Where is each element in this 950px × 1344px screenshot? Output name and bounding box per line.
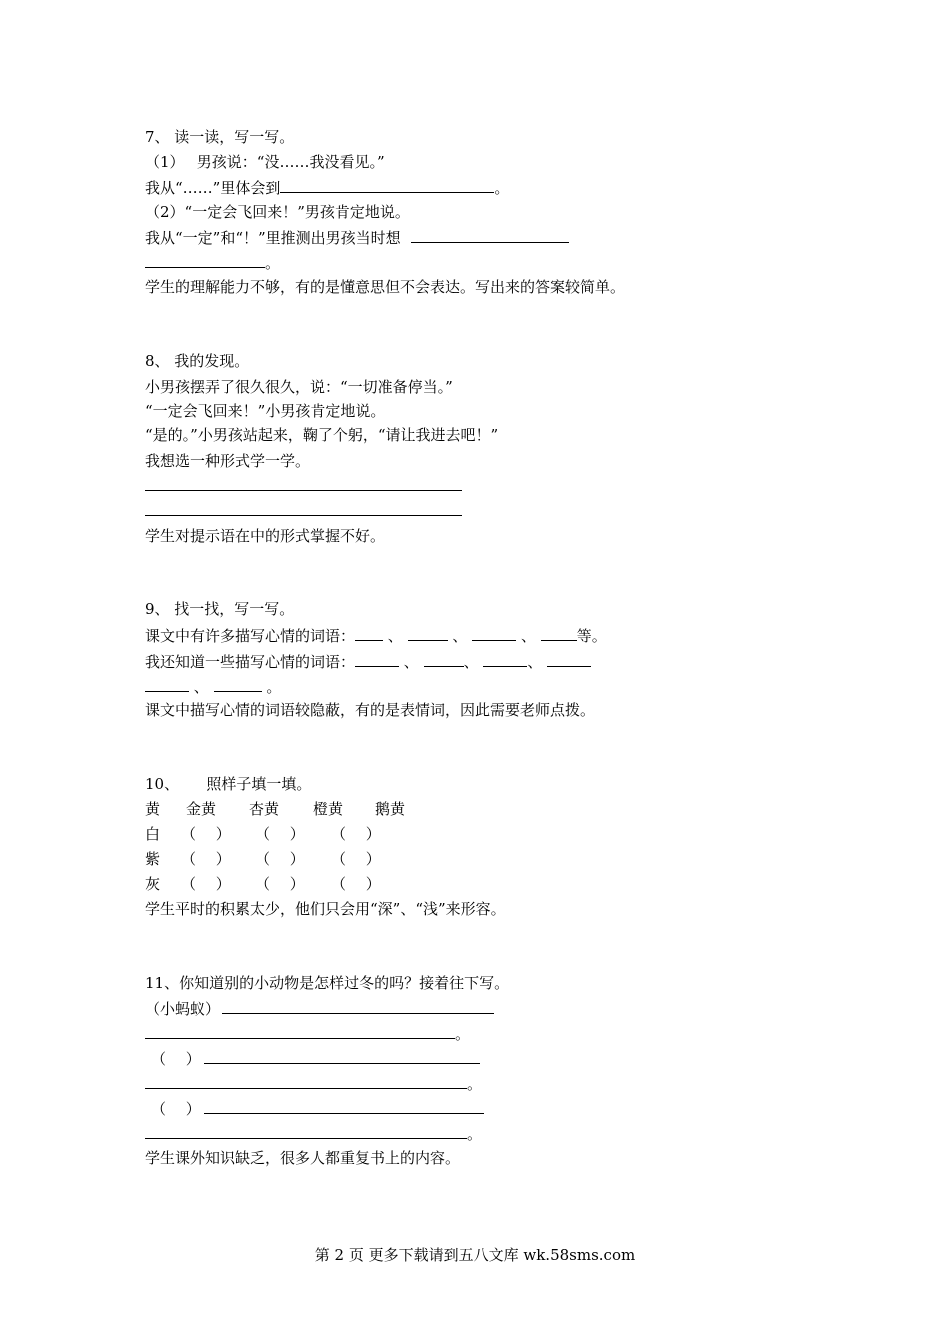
q10-bracket-blank[interactable]: （ ） <box>331 850 381 868</box>
q7-fill2-cont <box>145 252 280 273</box>
q7-answer-blank-2[interactable] <box>411 227 569 243</box>
q7-answer-blank-1[interactable] <box>280 177 494 193</box>
q9-blank[interactable] <box>483 651 527 667</box>
q9-end-1: 等。 <box>576 627 607 645</box>
q7-fill1-prompt: 我从“……”里体会到 <box>145 179 281 197</box>
q9-sep: 、 <box>452 627 468 645</box>
q7-note: 学生的理解能力不够，有的是懂意思但不会表达。写出来的答案较简单。 <box>145 278 626 296</box>
q9-note: 课文中描写心情的词语较隐蔽，有的是表情词，因此需要老师点拨。 <box>145 701 596 719</box>
q11-note: 学生课外知识缺乏，很多人都重复书上的内容。 <box>145 1149 461 1167</box>
q10-example-word: 橙黄 <box>313 800 344 818</box>
q8-line1: 小男孩摆弄了很久很久，说：“一切准备停当。” <box>145 378 453 396</box>
q9-blank[interactable] <box>408 625 448 641</box>
q10-title: 10、 照样子填一填。 <box>145 775 312 793</box>
q11-bracket-blank[interactable]: （ ） <box>151 1100 201 1118</box>
q10-example-word: 金黄 <box>186 800 217 818</box>
q10-bracket-blank[interactable]: （ ） <box>331 825 381 843</box>
q9-blank[interactable] <box>355 651 399 667</box>
q8-answer-line-2[interactable] <box>145 515 462 516</box>
q9-sep: 、 <box>520 627 536 645</box>
q8-title: 8、 我的发现。 <box>145 352 250 370</box>
q9-sep: 、 <box>193 678 209 696</box>
q9-prompt-2: 我还知道一些描写心情的词语： <box>145 653 356 671</box>
q9-known-words <box>145 651 591 672</box>
q7-fill2-end: 。 <box>265 254 281 272</box>
q10-example-word: 鹅黄 <box>375 800 406 818</box>
q7-answer-blank-3[interactable] <box>145 252 265 268</box>
q11-answer-blank[interactable] <box>204 1098 484 1114</box>
q10-row-label: 灰 <box>145 875 161 893</box>
q8-line4: 我想选一种形式学一学。 <box>145 452 311 470</box>
q7-title: 7、 读一读，写一写。 <box>145 128 295 146</box>
q10-row-label: 紫 <box>145 850 161 868</box>
q9-sep: 、 <box>403 653 419 671</box>
q9-sep: 、 <box>463 653 479 671</box>
q7-item1: （1） 男孩说：“没……我没看见。” <box>145 153 385 171</box>
q11-item2 <box>145 1048 480 1069</box>
q11-item3 <box>145 1098 484 1119</box>
q10-bracket-blank[interactable]: （ ） <box>255 850 305 868</box>
q11-item1-label: （小蚂蚁） <box>145 1000 221 1018</box>
q10-note: 学生平时的积累太少，他们只会用“深”、“浅”来形容。 <box>145 900 506 918</box>
q8-line3: “是的。”小男孩站起来，鞠了个躬，“请让我进去吧！” <box>145 426 499 444</box>
q9-blank[interactable] <box>355 625 383 641</box>
q11-item3-cont <box>145 1123 482 1144</box>
q7-fill1-end: 。 <box>494 179 510 197</box>
q11-answer-blank[interactable] <box>145 1023 455 1039</box>
q10-bracket-blank[interactable]: （ ） <box>181 875 231 893</box>
q10-row-label: 白 <box>145 825 161 843</box>
q9-blank[interactable] <box>472 625 516 641</box>
q10-bracket-blank[interactable]: （ ） <box>181 825 231 843</box>
q7-fill2-prompt: 我从“一定”和“！”里推测出男孩当时想 <box>145 229 401 247</box>
q7-fill1 <box>145 177 509 198</box>
q10-bracket-blank[interactable]: （ ） <box>331 875 381 893</box>
q11-answer-blank[interactable] <box>145 1123 467 1139</box>
q10-example-base: 黄 <box>145 800 161 818</box>
q11-answer-blank[interactable] <box>145 1073 467 1089</box>
q9-blank[interactable] <box>145 676 189 692</box>
q7-fill2 <box>145 227 569 248</box>
q9-blank[interactable] <box>547 651 591 667</box>
q9-blank[interactable] <box>541 625 577 641</box>
q10-bracket-blank[interactable]: （ ） <box>255 875 305 893</box>
q9-title: 9、 找一找，写一写。 <box>145 600 295 618</box>
q9-sep: 、 <box>387 627 403 645</box>
q9-sep: 、 <box>527 653 543 671</box>
q11-item1 <box>145 998 494 1019</box>
q11-item1-cont <box>145 1023 470 1044</box>
q9-blank[interactable] <box>214 676 262 692</box>
q9-text-words <box>145 625 607 646</box>
q9-blank[interactable] <box>424 651 464 667</box>
q8-line2: “一定会飞回来！”小男孩肯定地说。 <box>145 402 386 420</box>
q11-answer-blank[interactable] <box>222 998 494 1014</box>
q11-answer-blank[interactable] <box>204 1048 480 1064</box>
q11-item2-cont <box>145 1073 482 1094</box>
q7-item2: （2）“一定会飞回来！”男孩肯定地说。 <box>145 203 410 221</box>
q10-example-word: 杏黄 <box>249 800 280 818</box>
q10-bracket-blank[interactable]: （ ） <box>181 850 231 868</box>
q10-bracket-blank[interactable]: （ ） <box>255 825 305 843</box>
q9-known-words-cont <box>145 676 281 697</box>
q11-end: 。 <box>467 1075 483 1093</box>
page-footer: 第 2 页 更多下载请到五八文库 wk.58sms.com <box>314 1246 636 1264</box>
q8-answer-line-1[interactable] <box>145 490 462 491</box>
q11-bracket-blank[interactable]: （ ） <box>151 1050 201 1068</box>
q9-prompt-1: 课文中有许多描写心情的词语： <box>145 627 356 645</box>
q11-end: 。 <box>455 1025 471 1043</box>
q11-title: 11、你知道别的小动物是怎样过冬的吗？接着往下写。 <box>145 974 510 992</box>
q11-end: 。 <box>467 1125 483 1143</box>
q8-note: 学生对提示语在中的形式掌握不好。 <box>145 527 386 545</box>
q9-end-2: 。 <box>266 678 282 696</box>
